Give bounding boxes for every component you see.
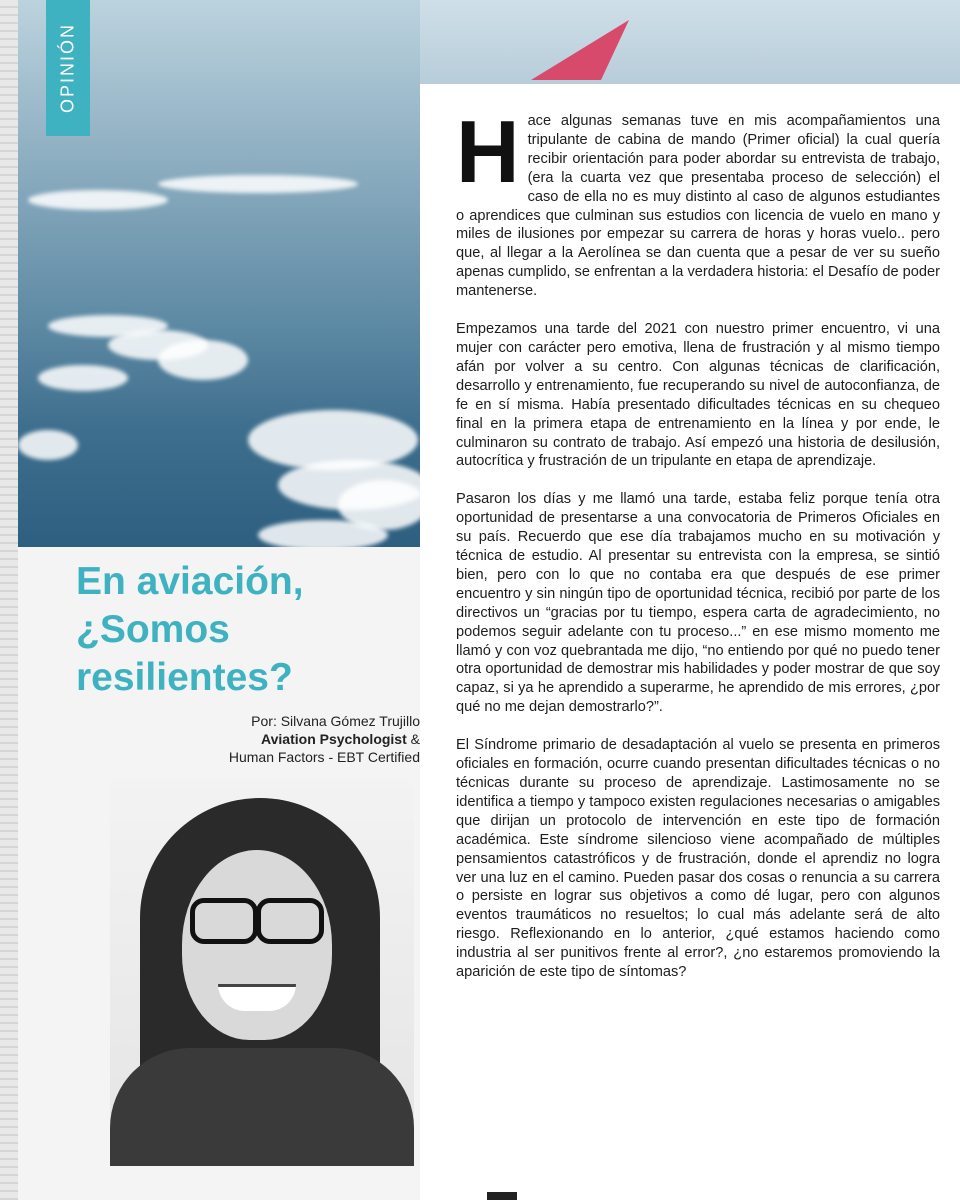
byline-role-line bbox=[120, 730, 420, 748]
article-paragraph-1-text: ace algunas semanas tuve en mis acompañamientos una tripulante de cabina de mando (Primer oficial) la cual quería recibir orientación para poder abordar su entrevista de trabajo, (era la cuarta vez que presentaba proceso de selección) el caso de ella no es muy distinto al caso de algunos estudiantes o aprendices que culminan sus estudios con licencia de vuelo en mano y miles de ilusiones por empezar su carrera de horas y horas vuelo.. pero que, al llegar a la Aerolínea se dan cuenta que a pesar de ver su sueño apenas cumplido, se enfrentan a la verdadera historia: el Desafío de poder mantenerse. bbox=[456, 113, 940, 300]
title-line-1: En aviación, bbox=[76, 560, 304, 603]
article-title bbox=[76, 558, 416, 702]
byline-author: Por: Silvana Gómez Trujillo bbox=[251, 713, 420, 729]
page-number-mark bbox=[487, 1192, 517, 1200]
article-body bbox=[456, 102, 940, 1001]
byline-certification: Human Factors - EBT Certified bbox=[228, 749, 420, 765]
author-photo bbox=[110, 778, 414, 1166]
drop-cap: H bbox=[456, 102, 520, 201]
author-shirt bbox=[110, 1048, 414, 1166]
article-paragraph-1 bbox=[456, 102, 940, 301]
author-byline bbox=[120, 712, 420, 766]
sky-photo-top-right bbox=[420, 0, 960, 84]
page-margin-strip bbox=[0, 0, 18, 1200]
article-paragraph-3: Pasaron los días y me llamó una tarde, estaba feliz porque tenía otra oportunidad de presentarse a una convocatoria de Primeros Oficiales en su país. Recuerdo que ese día trabajamos mucho en su motivación y técnica de estudio. Al presentar su entrevista con la empresa, se sintió bien, pero con lo que no contaba era que después de ese primer encuentro y sin ningún tipo de oportunidad técnica, recibió por parte de los directivos un “gracias por tu tiempo, espera carta de agradecimiento, no podemos seguir adelante con tu proceso...” en ese mismo momento me llamó y con voz quebrantada me dijo, “no entiendo por qué no puedo tener otra oportunidad de demostrar mis habilidades y poder mostrar de que soy capaz, si ya he aprendido a superarme, he aprendido de mis errores, ¿por qué no me dejan demostrarlo?”. bbox=[456, 491, 940, 716]
title-line-3: resilientes? bbox=[76, 656, 293, 699]
section-tab bbox=[46, 0, 90, 136]
byline-ampersand: & bbox=[410, 731, 420, 747]
byline-role: Aviation Psychologist bbox=[261, 731, 407, 747]
article-paragraph-4: El Síndrome primario de desadaptación al vuelo se presenta en primeros oficiales en formación, ocurre cuando presentan dificultades técnicas o no técnicas durante su proceso de aprendizaje. Lastimosamente no se identifica a tiempo y tampoco existen regulaciones necesarias o amigables que dirijan un protocolo de intervención en este tipo de formación académica. Este síndrome silencioso viene acompañado de múltiples pensamientos catastróficos y de frustración, donde el aprendiz no logra ver una luz en el camino. Pueden pasar dos cosas o renuncia a su carrera o persiste en lograr sus objetivos a como dé lugar, pero con algunos eventos traumáticos no resueltos; lo cual más adelante será de alto riesgo. Reflexionando en lo anterior, ¿qué estamos haciendo como industria al ser punitivos frente al error?, ¿no estaremos promoviendo la aparición de este tipo de síntomas? bbox=[456, 737, 940, 981]
section-label: OPINIÓN bbox=[57, 22, 78, 114]
glasses-icon bbox=[190, 898, 324, 938]
article-paragraph-2: Empezamos una tarde del 2021 con nuestro primer encuentro, vi una mujer con carácter pero emotiva, llena de frustración y al mismo tiempo afán por volver a su centro. Con algunas técnicas de clarificación, desarrollo y entrenamiento, fue recuperando su nivel de autoconfianza, de fe en sí misma. Había presentado dificultades técnicas en su chequeo final en la primera etapa de entrenamiento en la línea y por ende, le culminaron su contrato de trabajo. Así empezó una historia de desilusión, autocrítica y frustración de un tripulante en etapa de aprendizaje. bbox=[456, 321, 940, 470]
title-line-2: ¿Somos bbox=[76, 608, 230, 651]
author-face bbox=[182, 850, 332, 1040]
